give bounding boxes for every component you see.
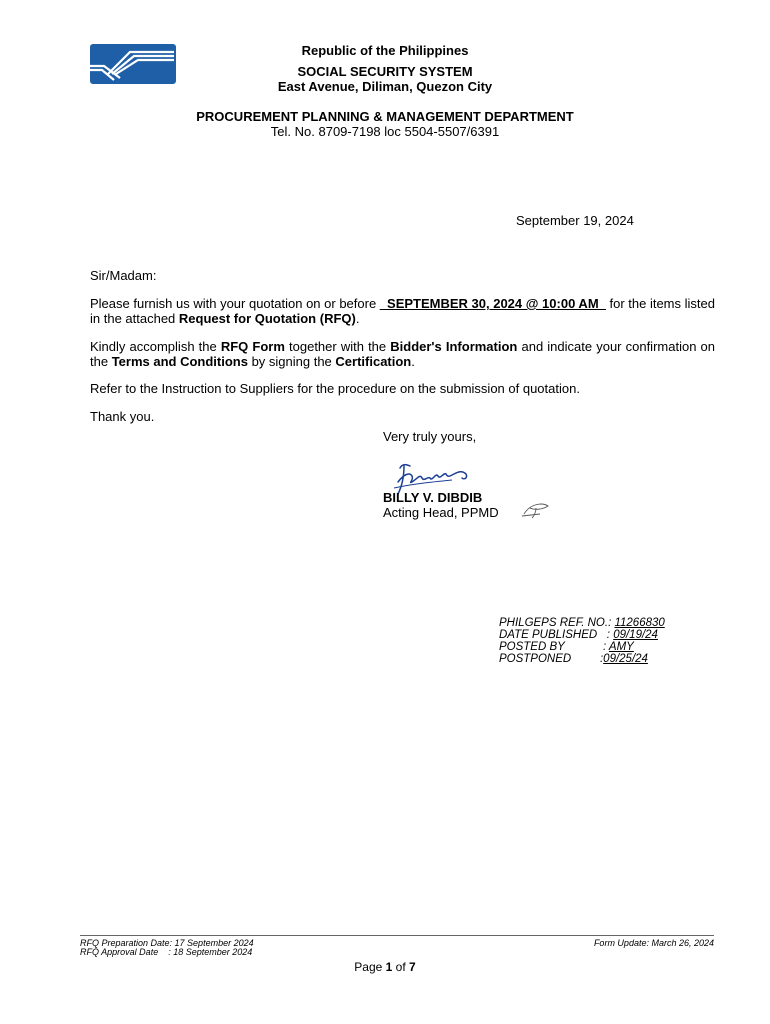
thank-you: Thank you. <box>90 409 155 424</box>
rfq-approval-date: RFQ Approval Date : 18 September 2024 <box>80 947 253 957</box>
footer-divider <box>80 935 714 936</box>
letter-date: September 19, 2024 <box>516 213 634 228</box>
signer-title: Acting Head, PPMD <box>383 505 499 520</box>
salutation: Sir/Madam: <box>90 268 157 283</box>
department-tel: Tel. No. 8709-7198 loc 5504-5507/6391 <box>270 124 500 139</box>
paragraph-deadline: Please furnish us with your quotation on or before _SEPTEMBER 30, 2024 @ 10:00 AM_ for the items listed in the attached Request for Quotation (RFQ). <box>90 296 715 326</box>
deadline: _SEPTEMBER 30, 2024 @ 10:00 AM_ <box>379 296 606 311</box>
philgeps-ref: PHILGEPS REF. NO.: 11266830 <box>499 617 665 629</box>
page-number: Page 1 of 7 <box>354 960 416 974</box>
rfq-prep-date: RFQ Preparation Date: 17 September 2024 <box>80 938 254 948</box>
closing: Very truly yours, <box>383 429 477 444</box>
republic-line: Republic of the Philippines <box>301 43 469 58</box>
posted-by: POSTED BY : AMY <box>499 641 634 653</box>
agency-address: East Avenue, Diliman, Quezon City <box>277 79 493 94</box>
paragraph-refer: Refer to the Instruction to Suppliers for the procedure on the submission of quotation. <box>90 381 580 396</box>
initials-mark <box>520 500 554 520</box>
department-name: PROCUREMENT PLANNING & MANAGEMENT DEPARTMENT <box>196 109 574 124</box>
signer-name: BILLY V. DIBDIB <box>383 490 483 505</box>
postponed: POSTPONED :09/25/24 <box>499 653 648 665</box>
agency-name: SOCIAL SECURITY SYSTEM <box>297 64 473 79</box>
paragraph-instructions: Kindly accomplish the RFQ Form together with the Bidder's Information and indicate your confirmation on the Terms and Conditions by signing the Certification. <box>90 339 715 369</box>
form-update: Form Update: March 26, 2024 <box>593 938 714 948</box>
date-published: DATE PUBLISHED : 09/19/24 <box>499 629 658 641</box>
